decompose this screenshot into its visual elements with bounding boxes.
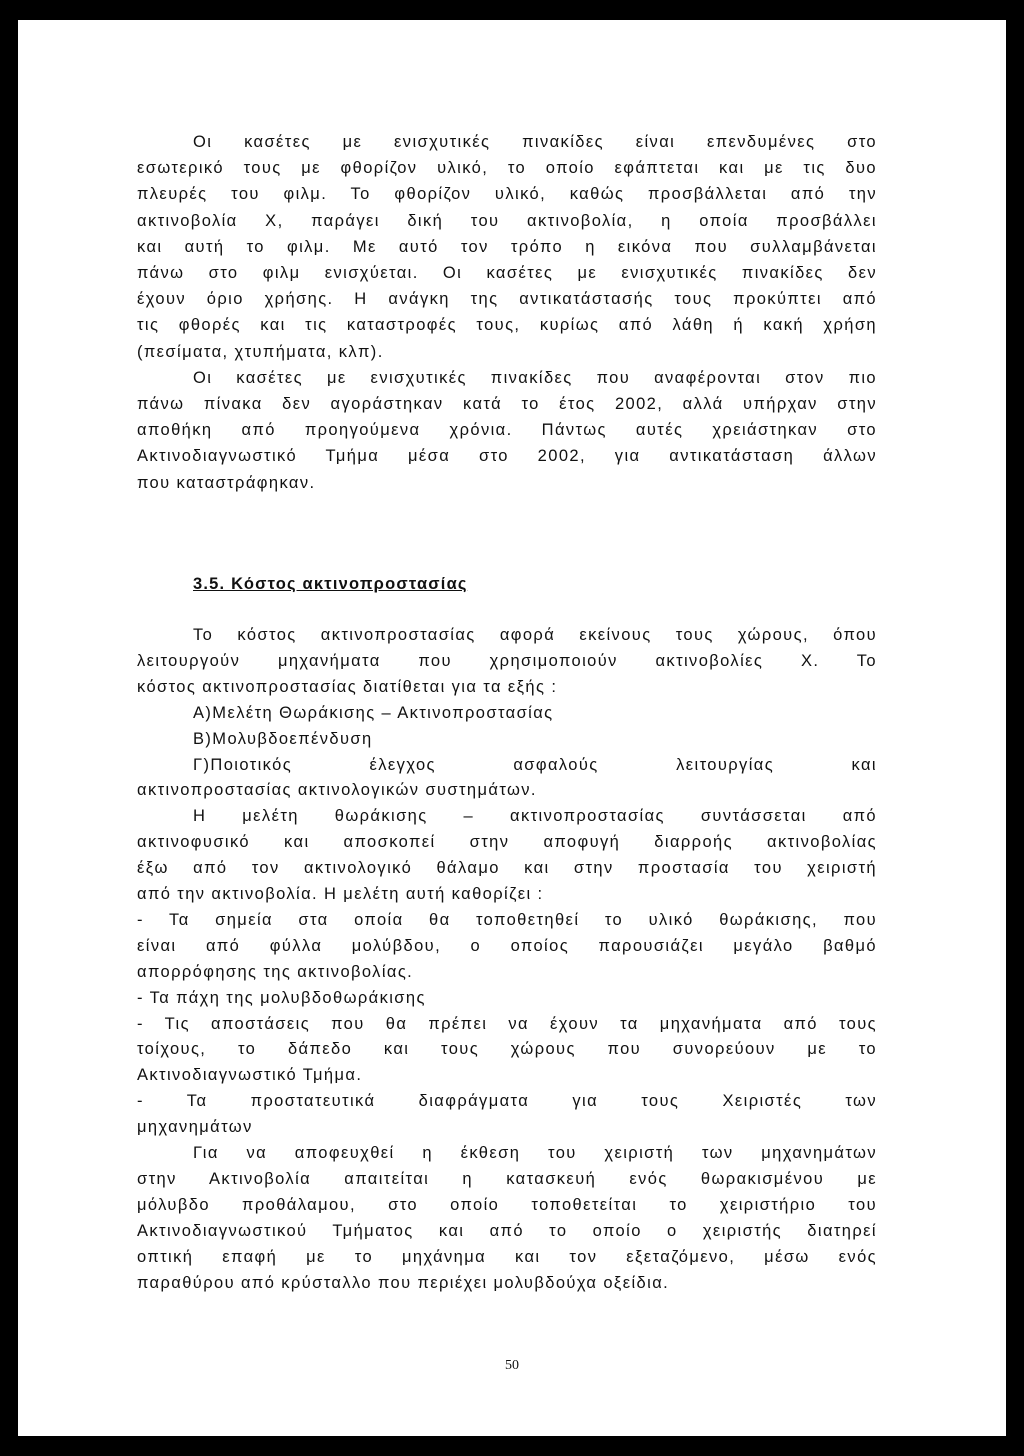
text-line: αποθήκη από προηγούμενα χρόνια. Πάντως αυτές χρειάστηκαν στο (137, 421, 877, 440)
text-line: Το κόστος ακτινοπροστασίας αφορά εκείνους τους χώρους, όπου (193, 626, 877, 644)
text-line: ακτινοπροστασίας ακτινολογικών συστημάτων. (137, 781, 537, 800)
text-line: Ακτινοδιαγνωστικό Τμήμα. (137, 1066, 363, 1085)
text-line: από την ακτινοβολία. Η μελέτη αυτή καθορίζει : (137, 885, 544, 903)
text-line: είναι από φύλλα μολύβδου, ο οποίος παρουσιάζει μεγάλο βαθμό (137, 936, 877, 955)
text-line: Β)Μολυβδοεπένδυση (193, 729, 373, 748)
text-line: λειτουργούν μηχανήματα που χρησιμοποιούν ακτινοβολίες Χ. Το (137, 651, 877, 670)
text-line: πάνω στο φιλμ ενισχύεται. Οι κασέτες με ενισχυτικές πινακίδες δεν (137, 264, 877, 282)
text-line: έξω από τον ακτινολογικό θάλαμο και στην προστασία του χειριστή (137, 859, 877, 878)
text-line: Ακτινοδιαγνωστικό Τμήμα μέσα στο 2002, για αντικατάσταση άλλων (137, 447, 877, 466)
text-line: τις φθορές και τις καταστροφές τους, κυρίως από λάθη ή κακή χρήση (137, 316, 877, 335)
text-line: Η μελέτη θωράκισης – ακτινοπροστασίας συντάσσεται από (193, 807, 877, 826)
text-line: - Τις αποστάσεις που θα πρέπει να έχουν τα μηχανήματα από τους (137, 1014, 877, 1033)
text-line: και αυτή το φιλμ. Με αυτό τον τρόπο η εικόνα που συλλαμβάνεται (137, 237, 877, 256)
text-line: μηχανημάτων (137, 1118, 253, 1137)
text-line: τοίχους, το δάπεδο και τους χώρους που συνορεύουν με το (137, 1040, 877, 1059)
text-line: ακτινοβολία Χ, παράγει δική του ακτινοβολία, η οποία προσβάλλει (137, 211, 877, 230)
text-line: οπτική επαφή με το μηχάνημα και τον εξεταζόμενο, μέσω ενός (137, 1247, 877, 1266)
text-line: Για να αποφευχθεί η έκθεση του χειριστή των μηχανημάτων (193, 1144, 877, 1162)
page-number: 50 (505, 1358, 519, 1373)
text-line: έχουν όριο χρήσης. Η ανάγκη της αντικατάστασής τους προκύπτει από (137, 290, 877, 309)
text-line: - Τα πάχη της μολυβδοθωράκισης (137, 988, 426, 1007)
text-line: Οι κασέτες με ενισχυτικές πινακίδες που αναφέρονται στον πιο (193, 368, 877, 387)
text-line: Γ)Ποιοτικός έλεγχος ασφαλούς λειτουργίας και (193, 755, 877, 774)
text-line: στην Ακτινοβολία απαιτείται η κατασκευή ενός θωρακισμένου με (137, 1169, 877, 1188)
text-line: πάνω πίνακα δεν αγοράστηκαν κατά το έτος 2002, αλλά υπήρχαν στην (137, 395, 877, 413)
text-line: πλευρές του φιλμ. Το φθορίζον υλικό, καθώς προσβάλλεται από την (137, 185, 877, 204)
text-line: ακτινοφυσικό και αποσκοπεί στην αποφυγή διαρροής ακτινοβολίας (137, 833, 877, 852)
text-line: Οι κασέτες με ενισχυτικές πινακίδες είναι επενδυμένες στο (193, 133, 877, 151)
text-line: - Τα σημεία στα οποία θα τοποθετηθεί το υλικό θωράκισης, που (137, 910, 877, 929)
section-heading: 3.5. Κόστος ακτινοπροστασίας (193, 575, 468, 593)
text-line: μόλυβδο προθάλαμου, στο οποίο τοποθετείται το χειριστήριο του (137, 1195, 877, 1214)
text-line: κόστος ακτινοπροστασίας διατίθεται για τα εξής : (137, 677, 558, 696)
text-line: Α)Μελέτη Θωράκισης – Ακτινοπροστασίας (193, 703, 554, 722)
text-line: εσωτερικό τους με φθορίζον υλικό, το οποίο εφάπτεται και με τις δυο (137, 159, 877, 178)
text-line: - Τα προστατευτικά διαφράγματα για τους Χειριστές των (137, 1092, 877, 1111)
text-line: (πεσίματα, χτυπήματα, κλπ). (137, 342, 384, 361)
text-line: Ακτινοδιαγνωστικού Τμήματος και από το οποίο ο χειριστής διατηρεί (137, 1221, 877, 1240)
text-line: που καταστράφηκαν. (137, 473, 316, 492)
text-line: παραθύρου από κρύσταλλο που περιέχει μολυβδούχα οξείδια. (137, 1273, 670, 1292)
text-line: απορρόφησης της ακτινοβολίας. (137, 962, 414, 981)
